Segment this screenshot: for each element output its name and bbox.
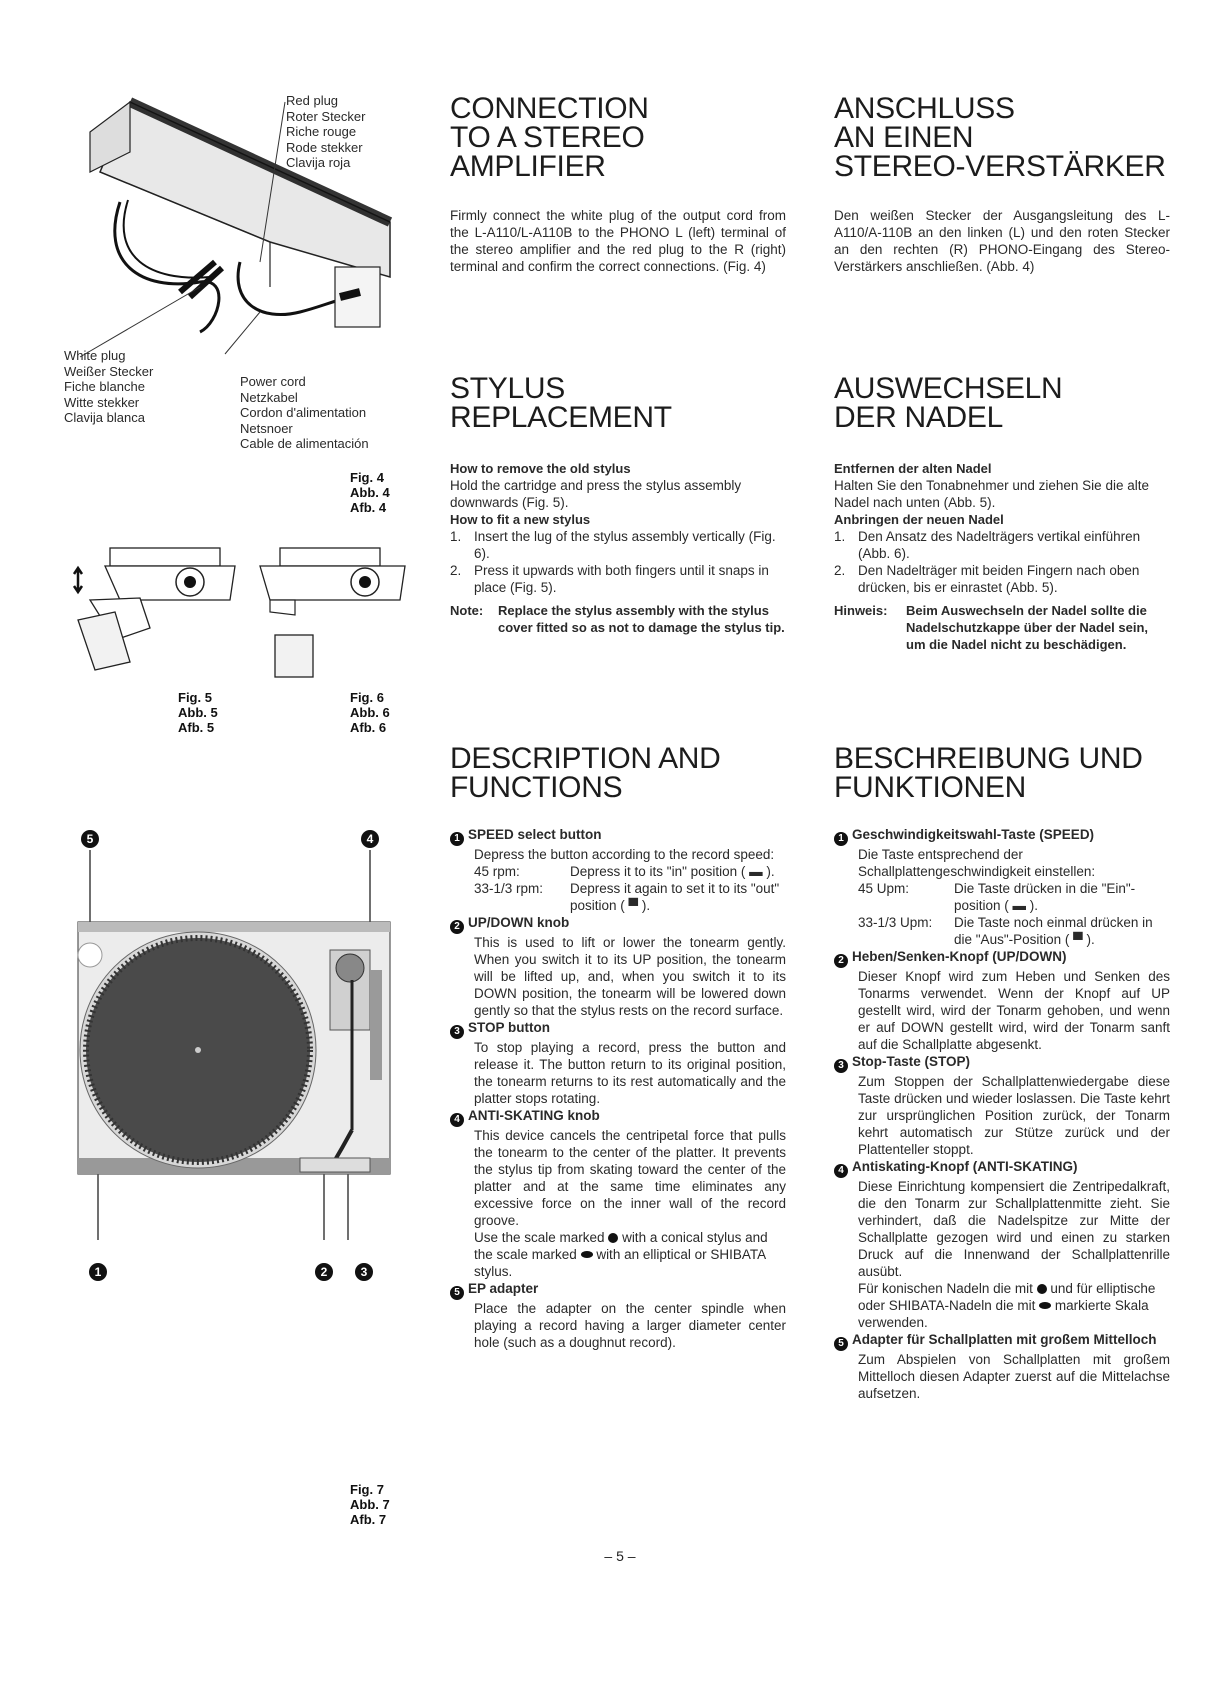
number-badge: 2	[450, 920, 464, 934]
number-badge: 2	[834, 954, 848, 968]
step-text: Press it upwards with both fingers until it snaps in place (Fig. 5).	[474, 563, 769, 595]
fig7-marker-5: 5	[81, 830, 99, 848]
list-item	[834, 562, 1170, 596]
conical-scale-icon	[608, 1233, 618, 1243]
scale-text: markierte Skala verwenden.	[858, 1298, 1149, 1330]
elliptical-scale-icon	[1039, 1302, 1051, 1309]
fig5-caption-nl: Afb. 5	[178, 720, 215, 735]
item-title-text: SPEED select button	[468, 827, 602, 842]
en-item-2-body: This is used to lift or lower the tonearm gently. When you switch it to its UP position, the tonearm will be lifted up, and, when you switch it to its DOWN position, the tonearm will be lowered down gently so that the stylus rests on the record surface.	[474, 935, 786, 1018]
fig7-caption-en: Fig. 7	[350, 1482, 384, 1497]
fig6-caption-en: Fig. 6	[350, 690, 384, 705]
power-cord-labels	[240, 374, 369, 452]
fig4-caption-nl: Afb. 4	[350, 500, 387, 515]
label-red-plug-en: Red plug	[286, 93, 339, 108]
fig5-caption-en: Fig. 5	[178, 690, 212, 705]
en-item-4-title	[450, 1107, 786, 1127]
number-badge: 1	[834, 832, 848, 846]
speed-key: 33-1/3 Upm:	[858, 915, 933, 930]
scale-text: with a conical stylus and the scale marked	[474, 1230, 768, 1262]
number-badge: 4	[450, 1113, 464, 1127]
note-text: Beim Auswechseln der Nadel sollte die Nadelschutzkappe über der Nadel sein, um die Nadel nicht zu beschädigen.	[906, 603, 1149, 652]
title-line: AMPLIFIER	[450, 150, 606, 183]
de-desc-title	[834, 744, 1170, 802]
speed-row	[474, 880, 786, 914]
de-item-2-title	[834, 948, 1170, 968]
speed-row	[474, 863, 786, 880]
title-line: FUNKTIONEN	[834, 771, 1027, 804]
label-white-plug-de: Weißer Stecker	[64, 363, 154, 379]
de-item-2-body: Dieser Knopf wird zum Heben und Senken des Tonarms verwendet. Wenn der Knopf auf UP gestellt wird, wird der Tonarm gehoben, und wenn er auf DOWN gestellt wird, wird der Tonarm sanft auf die Schallplatte abgesenkt.	[858, 969, 1170, 1052]
conical-scale-icon	[1037, 1284, 1047, 1294]
title-line: REPLACEMENT	[450, 401, 672, 434]
number-badge: 3	[450, 1025, 464, 1039]
speed-key: 45 Upm:	[858, 881, 910, 896]
title-line: BESCHREIBUNG UND	[834, 742, 1143, 775]
label-white-plug-es: Clavija blanca	[64, 410, 145, 425]
label-white-plug-en: White plug	[64, 348, 126, 363]
scale-text: und für elliptische oder SHIBATA-Nadeln die mit	[858, 1281, 1156, 1313]
fig7-marker-2: 2	[315, 1263, 333, 1281]
fig7-caption-de: Abb. 7	[350, 1497, 390, 1512]
fig4-caption-en: Fig. 4	[350, 470, 384, 485]
step-text: Den Nadelträger mit beiden Fingern nach oben drücken, bis er einrastet (Abb. 5).	[858, 563, 1140, 595]
de-remove-heading: Entfernen der alten Nadel	[834, 461, 992, 476]
step-number: 1.	[450, 529, 462, 544]
item-title-text: Geschwindigkeitswahl-Taste (SPEED)	[852, 827, 1095, 842]
speed-value: Depress it again to set it to its "out" position (	[570, 881, 780, 913]
fig7-illustration	[70, 830, 400, 1240]
fig6-illustration	[250, 540, 410, 690]
label-power-cord-nl: Netsnoer	[240, 420, 293, 436]
de-item-3-title	[834, 1053, 1170, 1073]
de-stylus-section	[834, 374, 1170, 653]
de-desc-section	[834, 744, 1170, 1402]
fig6-caption-de: Abb. 6	[350, 705, 390, 720]
en-desc-section	[450, 744, 786, 1351]
en-item-5-title	[450, 1280, 786, 1300]
en-stylus-title	[450, 374, 786, 432]
item-title-text: Antiskating-Knopf (ANTI-SKATING)	[852, 1159, 1078, 1174]
note-text: Replace the stylus assembly with the stylus cover fitted so as not to damage the stylus tip.	[498, 603, 785, 635]
title-line: STYLUS	[450, 372, 565, 405]
de-item-4-scale	[858, 1280, 1170, 1331]
de-item-5-title	[834, 1331, 1170, 1351]
number-badge: 5	[450, 1286, 464, 1300]
fig7-caption	[350, 1482, 390, 1527]
title-line: TO A STEREO	[450, 121, 645, 154]
de-connection-section	[834, 94, 1170, 275]
en-item-2-title	[450, 914, 786, 934]
en-item-3-title	[450, 1019, 786, 1039]
en-stylus-section	[450, 374, 786, 636]
button-in-icon: ▬	[749, 864, 763, 879]
de-stylus-note	[834, 602, 1170, 653]
label-red-plug-de: Roter Stecker	[286, 108, 366, 124]
number-badge: 5	[834, 1337, 848, 1351]
speed-row	[858, 914, 1170, 948]
fig6-caption-nl: Afb. 6	[350, 720, 387, 735]
label-red-plug-es: Clavija roja	[286, 155, 351, 170]
list-item	[834, 528, 1170, 562]
list-item	[450, 562, 786, 596]
page-number: – 5 –	[604, 1548, 636, 1564]
fig5-caption-de: Abb. 5	[178, 705, 218, 720]
label-power-cord-en: Power cord	[240, 374, 306, 389]
en-connection-title	[450, 94, 786, 181]
title-line: DESCRIPTION AND	[450, 742, 721, 775]
fig4-caption	[350, 470, 390, 515]
red-plug-labels	[286, 93, 365, 171]
de-item-1-body: Die Taste entsprechend der Schallplattengeschwindigkeit einstellen:	[858, 847, 1096, 879]
step-number: 2.	[834, 563, 846, 578]
de-item-3-body: Zum Stoppen der Schallplattenwiedergabe diese Taste drücken und wieder loslassen. Die Taste kehrt zur ursprünglichen Position zurück, der Tonarm kehrt automatisch zur Stütze zurück und der Plattenteller stoppt.	[858, 1074, 1170, 1157]
de-connection-title	[834, 94, 1170, 181]
step-number: 2.	[450, 563, 462, 578]
en-item-1-body: Depress the button according to the record speed:	[474, 847, 775, 862]
speed-value-end: ).	[1026, 898, 1039, 913]
fig7-caption-nl: Afb. 7	[350, 1512, 387, 1527]
title-line: DER NADEL	[834, 401, 1004, 434]
item-title-text: STOP button	[468, 1020, 550, 1035]
speed-value-end: ).	[1082, 932, 1095, 947]
speed-key: 45 rpm:	[474, 864, 520, 879]
label-red-plug-fr: Riche rouge	[286, 124, 357, 139]
number-badge: 4	[834, 1164, 848, 1178]
en-fit-heading: How to fit a new stylus	[450, 512, 591, 527]
de-item-5-body: Zum Abspielen von Schallplatten mit großem Mittelloch diesen Adapter zuerst auf die Mittelachse aufsetzen.	[858, 1352, 1170, 1401]
item-title-text: UP/DOWN knob	[468, 915, 570, 930]
title-line: CONNECTION	[450, 92, 649, 125]
step-text: Insert the lug of the stylus assembly vertically (Fig. 6).	[474, 529, 776, 561]
label-red-plug-nl: Rode stekker	[286, 139, 363, 155]
button-out-icon: ▀	[628, 898, 639, 913]
elliptical-scale-icon	[581, 1251, 593, 1258]
en-item-4-scale	[474, 1229, 786, 1280]
title-line: FUNCTIONS	[450, 771, 623, 804]
scale-text: Use the scale marked	[474, 1230, 609, 1245]
de-connection-body: Den weißen Stecker der Ausgangsleitung des L-A110/A-110B an den linken (L) und den roten Stecker an den rechten (R) PHONO-Eingang des Stereo-Verstärkers anschließen. (Abb. 4)	[834, 208, 1170, 274]
fig6-caption	[350, 690, 390, 735]
en-connection-body: Firmly connect the white plug of the output cord from the L-A110/L-A110B to the PHONO L (left) terminal of the stereo amplifier and the red plug to the R (right) terminal and confirm the correct connections. (Fig. 4)	[450, 208, 786, 274]
button-out-icon: ▀	[1073, 932, 1083, 947]
label-white-plug-nl: Witte stekker	[64, 394, 140, 410]
en-remove-heading: How to remove the old stylus	[450, 461, 631, 476]
fig7-marker-4: 4	[361, 830, 379, 848]
en-remove-body: Hold the cartridge and press the stylus assembly downwards (Fig. 5).	[450, 478, 742, 510]
speed-row	[858, 880, 1170, 914]
fig4-caption-de: Abb. 4	[350, 485, 390, 500]
title-line: STEREO-VERSTÄRKER	[834, 150, 1166, 183]
speed-value-end: ).	[638, 898, 651, 913]
de-item-1-title	[834, 826, 1170, 846]
title-line: AN EINEN	[834, 121, 974, 154]
item-title-text: ANTI-SKATING knob	[468, 1108, 600, 1123]
item-title-text: Stop-Taste (STOP)	[852, 1054, 971, 1069]
step-text: Den Ansatz des Nadelträgers vertikal einführen (Abb. 6).	[858, 529, 1141, 561]
de-stylus-title	[834, 374, 1170, 432]
de-item-4-title	[834, 1158, 1170, 1178]
scale-text: Für konischen Nadeln die mit	[858, 1281, 1037, 1296]
de-remove-body: Halten Sie den Tonabnehmer und ziehen Sie die alte Nadel nach unten (Abb. 5).	[834, 478, 1149, 510]
item-title-text: Adapter für Schallplatten mit großem Mittelloch	[852, 1332, 1157, 1347]
label-power-cord-de: Netzkabel	[240, 389, 298, 405]
scale-text: with an elliptical or SHIBATA stylus.	[474, 1247, 766, 1279]
white-plug-labels	[64, 348, 153, 426]
en-item-5-body: Place the adapter on the center spindle when playing a record having a larger diameter center hole (such as a doughnut record).	[474, 1301, 786, 1350]
speed-value-end: ).	[762, 864, 775, 879]
speed-value: Die Taste drücken in die "Ein"-position (	[954, 881, 1136, 913]
en-item-4-body: This device cancels the centripetal force that pulls the tonearm to the center of the platter. It prevents the stylus tip from skating toward the center of the platter and at the same time eliminates any excessive force on the inner wall of the record groove.	[474, 1128, 786, 1228]
fig7-marker-1: 1	[89, 1263, 107, 1281]
note-label: Note:	[450, 603, 484, 618]
speed-value: Die Taste noch einmal drücken in die "Aus"-Position (	[954, 915, 1153, 947]
en-connection-section	[450, 94, 786, 275]
en-desc-title	[450, 744, 786, 802]
fig5-caption	[178, 690, 218, 735]
label-power-cord-fr: Cordon d'alimentation	[240, 405, 367, 420]
en-item-1-title	[450, 826, 786, 846]
number-badge: 1	[450, 832, 464, 846]
item-title-text: EP adapter	[468, 1281, 539, 1296]
list-item	[450, 528, 786, 562]
en-item-3-body: To stop playing a record, press the button and release it. The button return to its original position, the tonearm returns to its rest automatically and the platter stops rotating.	[474, 1040, 786, 1106]
speed-key: 33-1/3 rpm:	[474, 881, 544, 896]
step-number: 1.	[834, 529, 846, 544]
number-badge: 3	[834, 1059, 848, 1073]
fig7-marker-3: 3	[355, 1263, 373, 1281]
title-line: AUSWECHSELN	[834, 372, 1063, 405]
title-line: ANSCHLUSS	[834, 92, 1015, 125]
de-fit-heading: Anbringen der neuen Nadel	[834, 512, 1004, 527]
de-item-4-body: Diese Einrichtung kompensiert die Zentripedalkraft, die den Tonarm zur Schallplattenmitte zieht. Sie verhindert, daß die Nadelspitze zur Mitte der Schallplatte gezogen wird und einen zu starken Druck auf die Innenwand der Schallplattenrille ausübt.	[858, 1179, 1170, 1279]
label-white-plug-fr: Fiche blanche	[64, 379, 145, 394]
button-in-icon: ▬	[1012, 898, 1027, 913]
en-stylus-note	[450, 602, 786, 636]
label-power-cord-es: Cable de alimentación	[240, 436, 369, 451]
note-label: Hinweis:	[834, 603, 888, 618]
fig5-illustration	[70, 540, 240, 680]
speed-value: Depress it to its "in" position (	[570, 864, 750, 879]
item-title-text: Heben/Senken-Knopf (UP/DOWN)	[852, 949, 1067, 964]
